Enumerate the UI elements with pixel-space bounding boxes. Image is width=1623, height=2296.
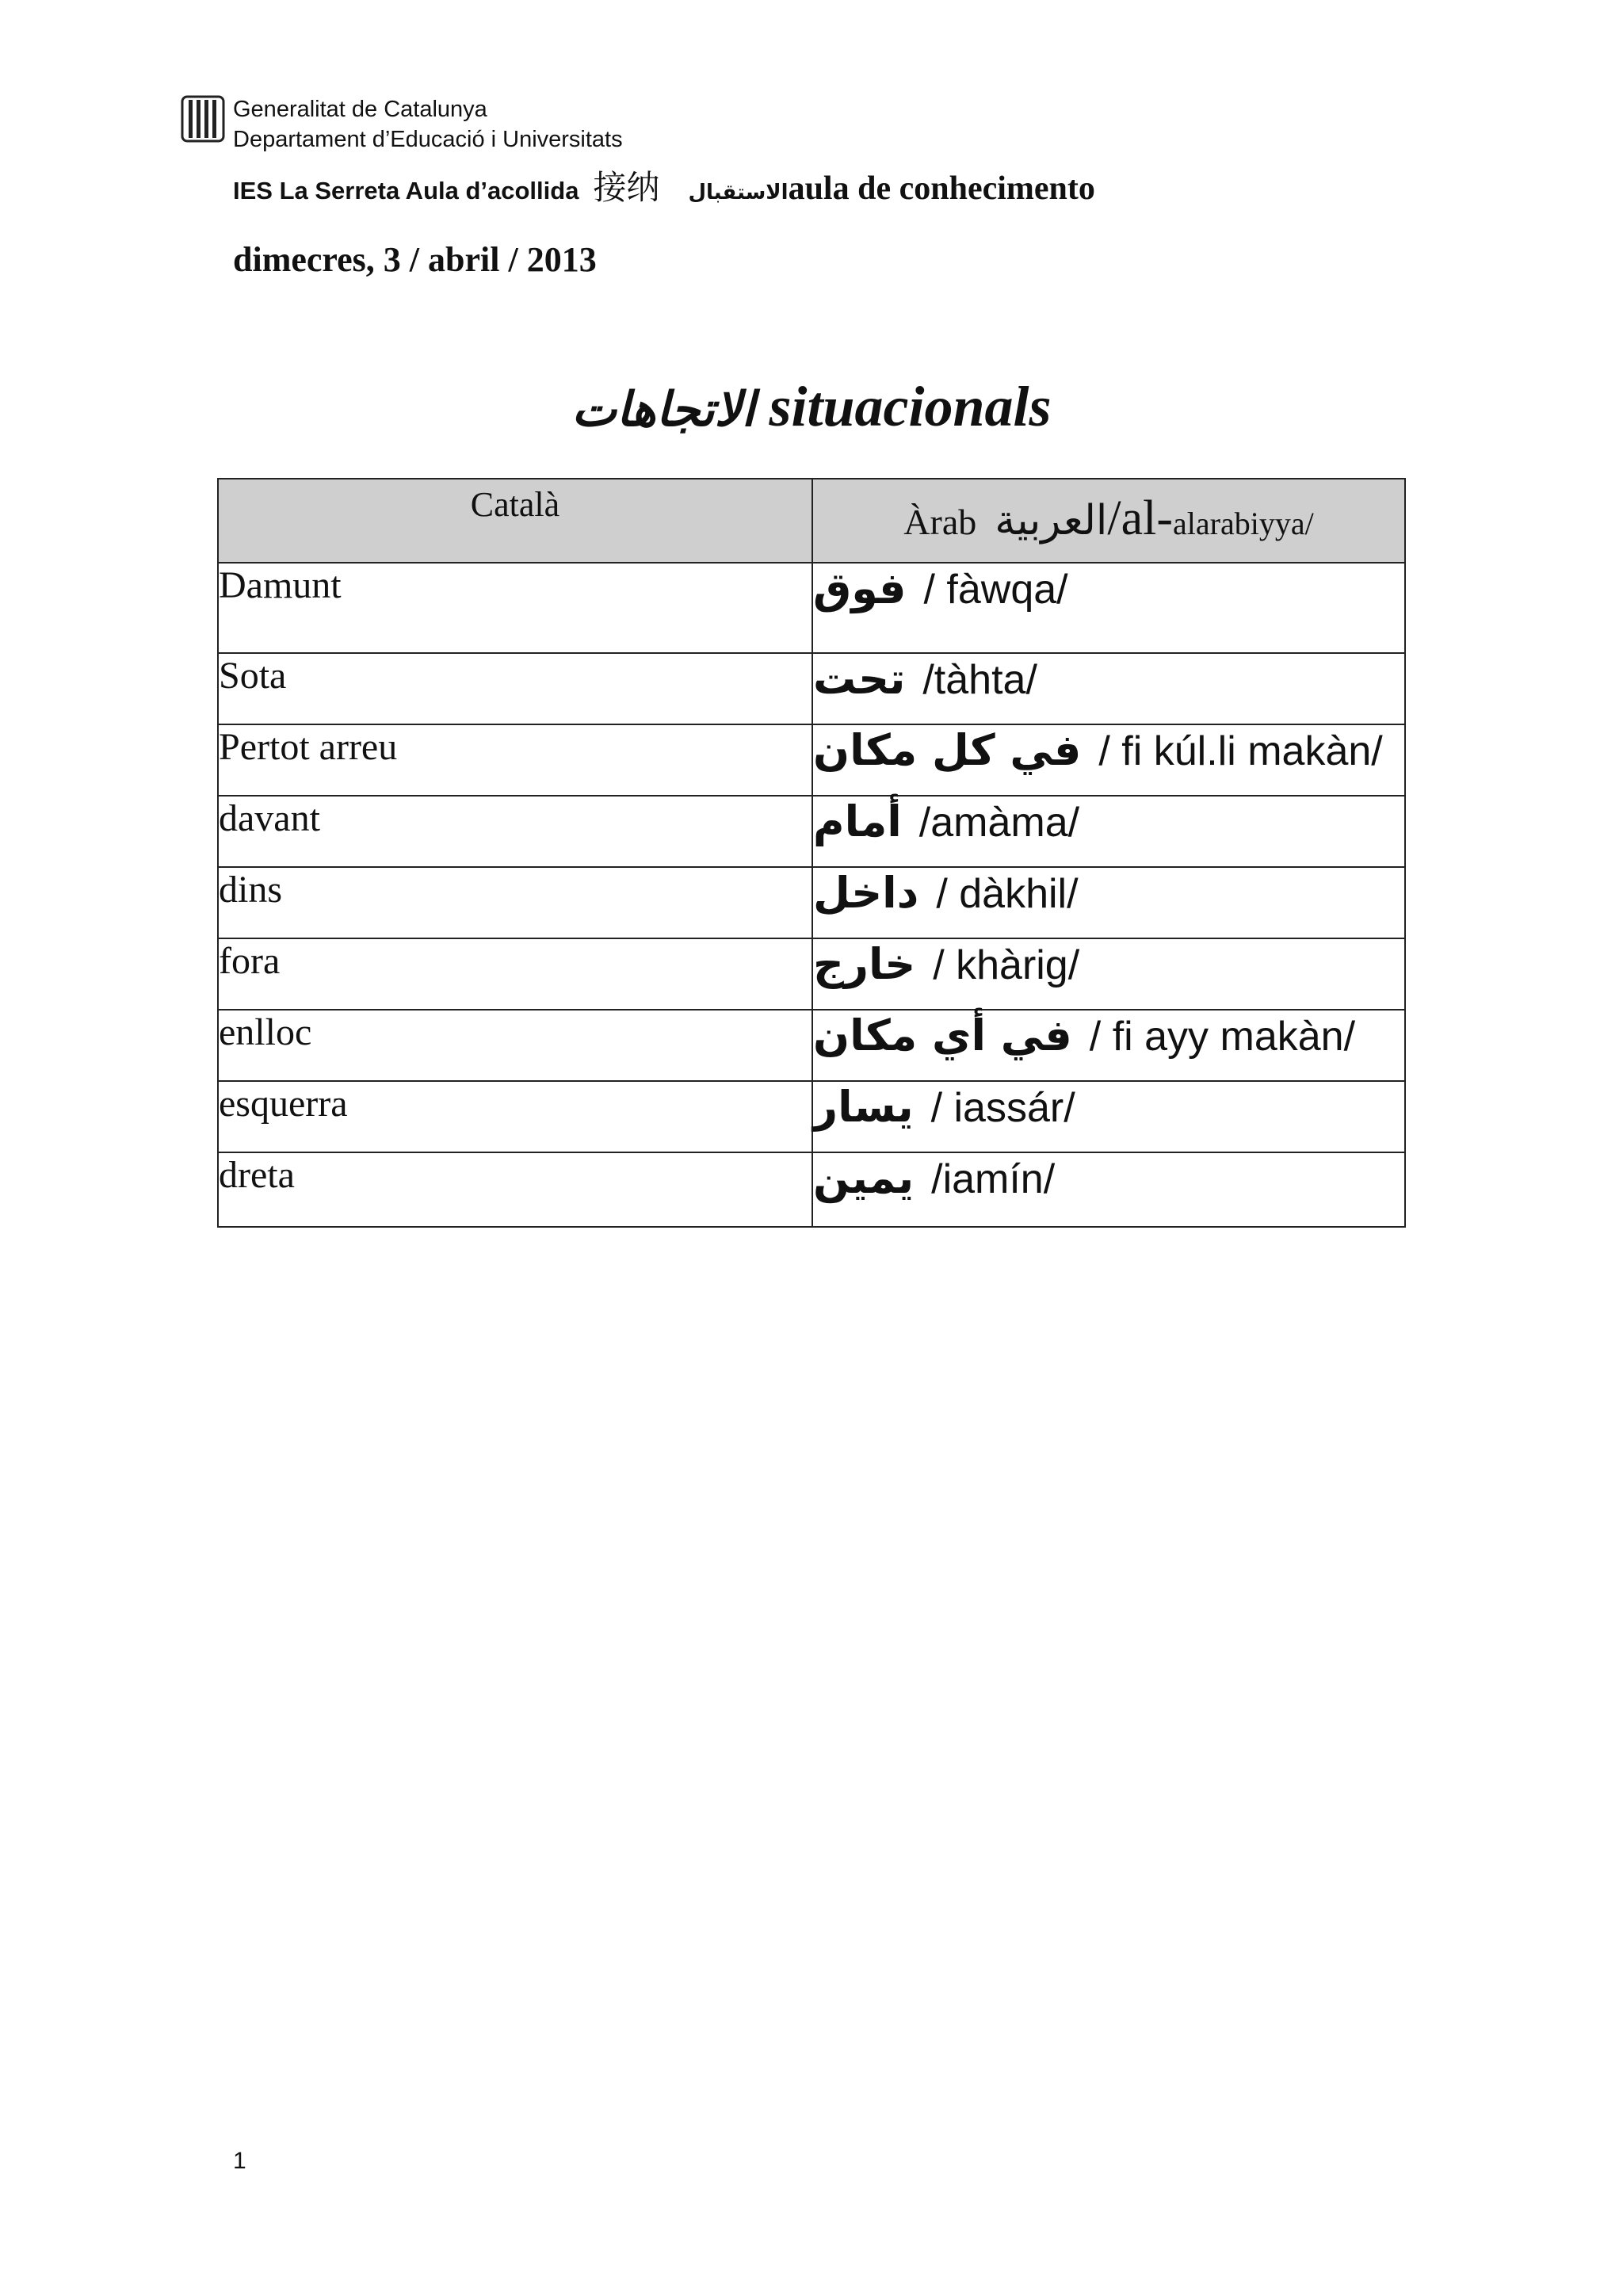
catala-cell: Damunt (218, 563, 812, 653)
generalitat-logo (181, 94, 225, 144)
arab-cell (812, 1081, 1405, 1152)
title-arabic: الاتجاهات (571, 382, 755, 437)
transliteration: / iassár/ (930, 1085, 1075, 1131)
table-row (218, 867, 1405, 938)
arab-word: أمام (813, 797, 902, 846)
org-line-generalitat: Generalitat de Catalunya (233, 97, 487, 122)
header-catala: Català (218, 479, 812, 563)
catala-cell: davant (218, 796, 812, 867)
catala-cell: dins (218, 867, 812, 938)
arab-cell (812, 867, 1405, 938)
header-arab-word: العربية (995, 497, 1108, 544)
table-header-row (218, 479, 1405, 563)
document-date: dimecres, 3 / abril / 2013 (233, 240, 597, 279)
transliteration: /iamín/ (931, 1156, 1056, 1202)
table-row (218, 1152, 1405, 1227)
arab-cell (812, 796, 1405, 867)
title-latin: situacionals (769, 375, 1052, 438)
transliteration: / fi kúl.li makàn/ (1098, 728, 1383, 774)
transliteration: /amàma/ (918, 800, 1080, 846)
arab-word: داخل (813, 868, 919, 918)
header-arab-sep: / (1107, 491, 1121, 545)
catala-cell: enlloc (218, 1010, 812, 1081)
header-arab-translit: alarabiyya/ (1173, 506, 1314, 541)
arab-cell (812, 653, 1405, 724)
school-line (233, 162, 1095, 209)
transliteration: / dàkhil/ (936, 871, 1079, 917)
arab-cell (812, 938, 1405, 1010)
arab-word: فوق (813, 563, 907, 613)
school-name: IES La Serreta Aula d’acollida (233, 177, 579, 204)
catala-cell: dreta (218, 1152, 812, 1227)
table-row (218, 724, 1405, 796)
catala-cell: fora (218, 938, 812, 1010)
school-cjk-word: 接纳 (593, 168, 660, 207)
page-title (0, 374, 1623, 440)
arab-cell (812, 563, 1405, 653)
arab-word: تحت (813, 654, 906, 704)
org-line-department: Departament d’Educació i Universitats (233, 127, 623, 152)
arab-word: في كل مكان (813, 725, 1082, 775)
arab-word: في أي مكان (813, 1010, 1072, 1060)
arab-cell (812, 724, 1405, 796)
header-arab-al: al- (1121, 491, 1174, 545)
transliteration: / khàrig/ (933, 942, 1080, 988)
table-row (218, 1010, 1405, 1081)
arab-cell (812, 1152, 1405, 1227)
table-row (218, 796, 1405, 867)
table-row (218, 563, 1405, 653)
catala-cell: esquerra (218, 1081, 812, 1152)
arab-word: يمين (813, 1153, 915, 1203)
table-row (218, 653, 1405, 724)
transliteration: /tàhta/ (922, 657, 1037, 703)
arab-cell (812, 1010, 1405, 1081)
page-number: 1 (233, 2148, 246, 2174)
school-arabic-word: الاستقبال (688, 181, 789, 204)
transliteration: / fi ayy makàn/ (1089, 1014, 1356, 1060)
catala-cell: Pertot arreu (218, 724, 812, 796)
vocabulary-table (217, 478, 1406, 1228)
arab-word: خارج (813, 939, 916, 989)
table-row (218, 1081, 1405, 1152)
arab-word: يسار (813, 1082, 914, 1132)
header-arab (812, 479, 1405, 563)
header-arab-label: Àrab (903, 502, 977, 542)
school-portuguese: aula de conhecimento (788, 170, 1095, 207)
table-row (218, 938, 1405, 1010)
catala-cell: Sota (218, 653, 812, 724)
transliteration: / fàwqa/ (923, 567, 1068, 613)
